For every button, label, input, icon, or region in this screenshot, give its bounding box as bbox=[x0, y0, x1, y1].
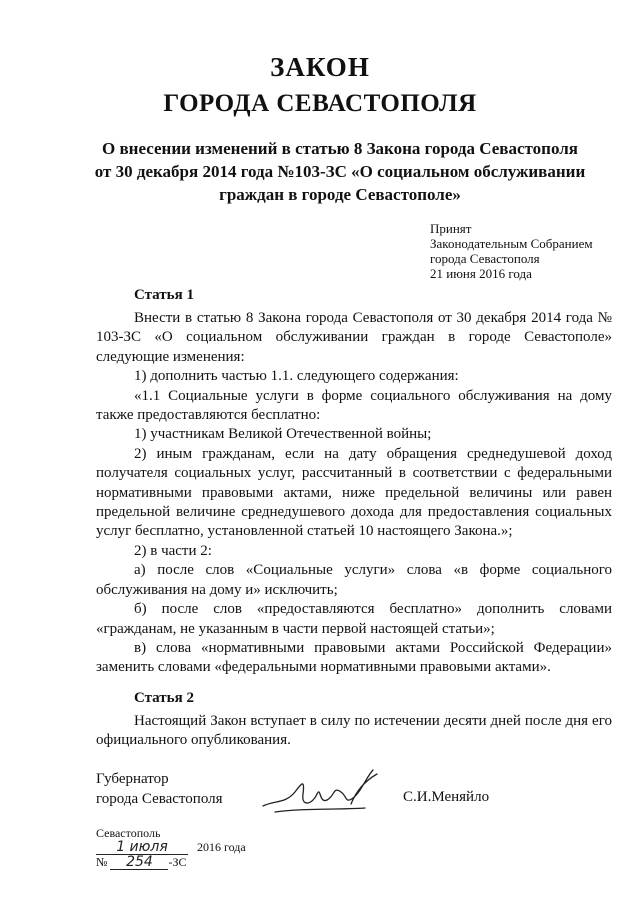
subtitle-line: от 30 декабря 2014 года №103-ЗС «О социальном обслуживании bbox=[94, 162, 586, 181]
adoption-block bbox=[430, 221, 593, 281]
subtitle-line: О внесении изменений в статью 8 Закона города Севастополя bbox=[102, 139, 578, 158]
handwritten-date: 1 июля bbox=[96, 841, 188, 855]
footer-date-line bbox=[96, 840, 246, 855]
number-suffix: -ЗС bbox=[168, 855, 187, 869]
article-paragraph: 2) иным гражданам, если на дату обращения среднедушевой доход получателя социальных услуг, рассчитанный в соответствии с федеральными нормативными правовыми актами, ниже предельной величины или равен предельной величине среднедушевого дохода для предоставления социальных услуг бесплатно, установленной статьей 10 настоящего Закона.»; bbox=[96, 445, 612, 540]
position-line: Губернатор bbox=[96, 771, 169, 787]
article-paragraph: в) слова «нормативными правовыми актами Российской Федерации» заменить словами «федеральными нормативными правовыми актами». bbox=[96, 639, 612, 676]
article-paragraph: а) после слов «Социальные услуги» слова «в форме социального обслуживания на дому и» исключить; bbox=[96, 562, 612, 598]
adoption-line: 21 июня 2016 года bbox=[430, 266, 532, 281]
adoption-line: Принят bbox=[430, 221, 472, 236]
article-paragraph: Внести в статью 8 Закона города Севастополя от 30 декабря 2014 года № 103-ЗС «О социальном обслуживании граждан в городе Севастополе» следующие изменения: bbox=[96, 310, 612, 365]
article-paragraph: «1.1 Социальные услуги в форме социального обслуживания на дому также предоставляются бесплатно: bbox=[96, 387, 612, 424]
law-subtitle bbox=[80, 137, 600, 206]
article-paragraph: Настоящий Закон вступает в силу по истечении десяти дней после дня его официального опубликования. bbox=[96, 713, 612, 749]
number-sign: № bbox=[96, 855, 108, 869]
article-2-heading: Статья 2 bbox=[134, 690, 194, 706]
footer-city: Севастополь bbox=[96, 826, 161, 840]
article-2-body bbox=[96, 712, 612, 751]
position-line: города Севастополя bbox=[96, 791, 223, 807]
adoption-line: Законодательным Собранием bbox=[430, 236, 593, 251]
signatory-name: С.И.Меняйло bbox=[403, 789, 490, 805]
signatory-position bbox=[96, 769, 223, 809]
handwritten-number: 254 bbox=[110, 856, 168, 870]
article-paragraph: 1) дополнить частью 1.1. следующего содержания: bbox=[134, 368, 459, 385]
adoption-line: города Севастополя bbox=[430, 251, 540, 266]
footer-year: 2016 года bbox=[197, 840, 246, 854]
article-paragraph: 1) участникам Великой Отечественной войны; bbox=[134, 426, 432, 443]
article-1-heading: Статья 1 bbox=[134, 287, 194, 303]
article-paragraph: б) после слов «предоставляются бесплатно» дополнить словами «гражданам, не указанным в части первой настоящей статьи»; bbox=[96, 601, 612, 637]
handwritten-signature bbox=[255, 764, 385, 824]
subtitle-line: граждан в городе Севастополе» bbox=[219, 185, 461, 204]
law-title: ЗАКОН bbox=[270, 52, 370, 82]
footer-number-line bbox=[96, 855, 246, 870]
law-footer bbox=[96, 826, 246, 870]
law-issuer-title: ГОРОДА СЕВАСТОПОЛЯ bbox=[163, 90, 477, 117]
article-paragraph: 2) в части 2: bbox=[134, 542, 212, 559]
article-1-body bbox=[96, 309, 612, 678]
